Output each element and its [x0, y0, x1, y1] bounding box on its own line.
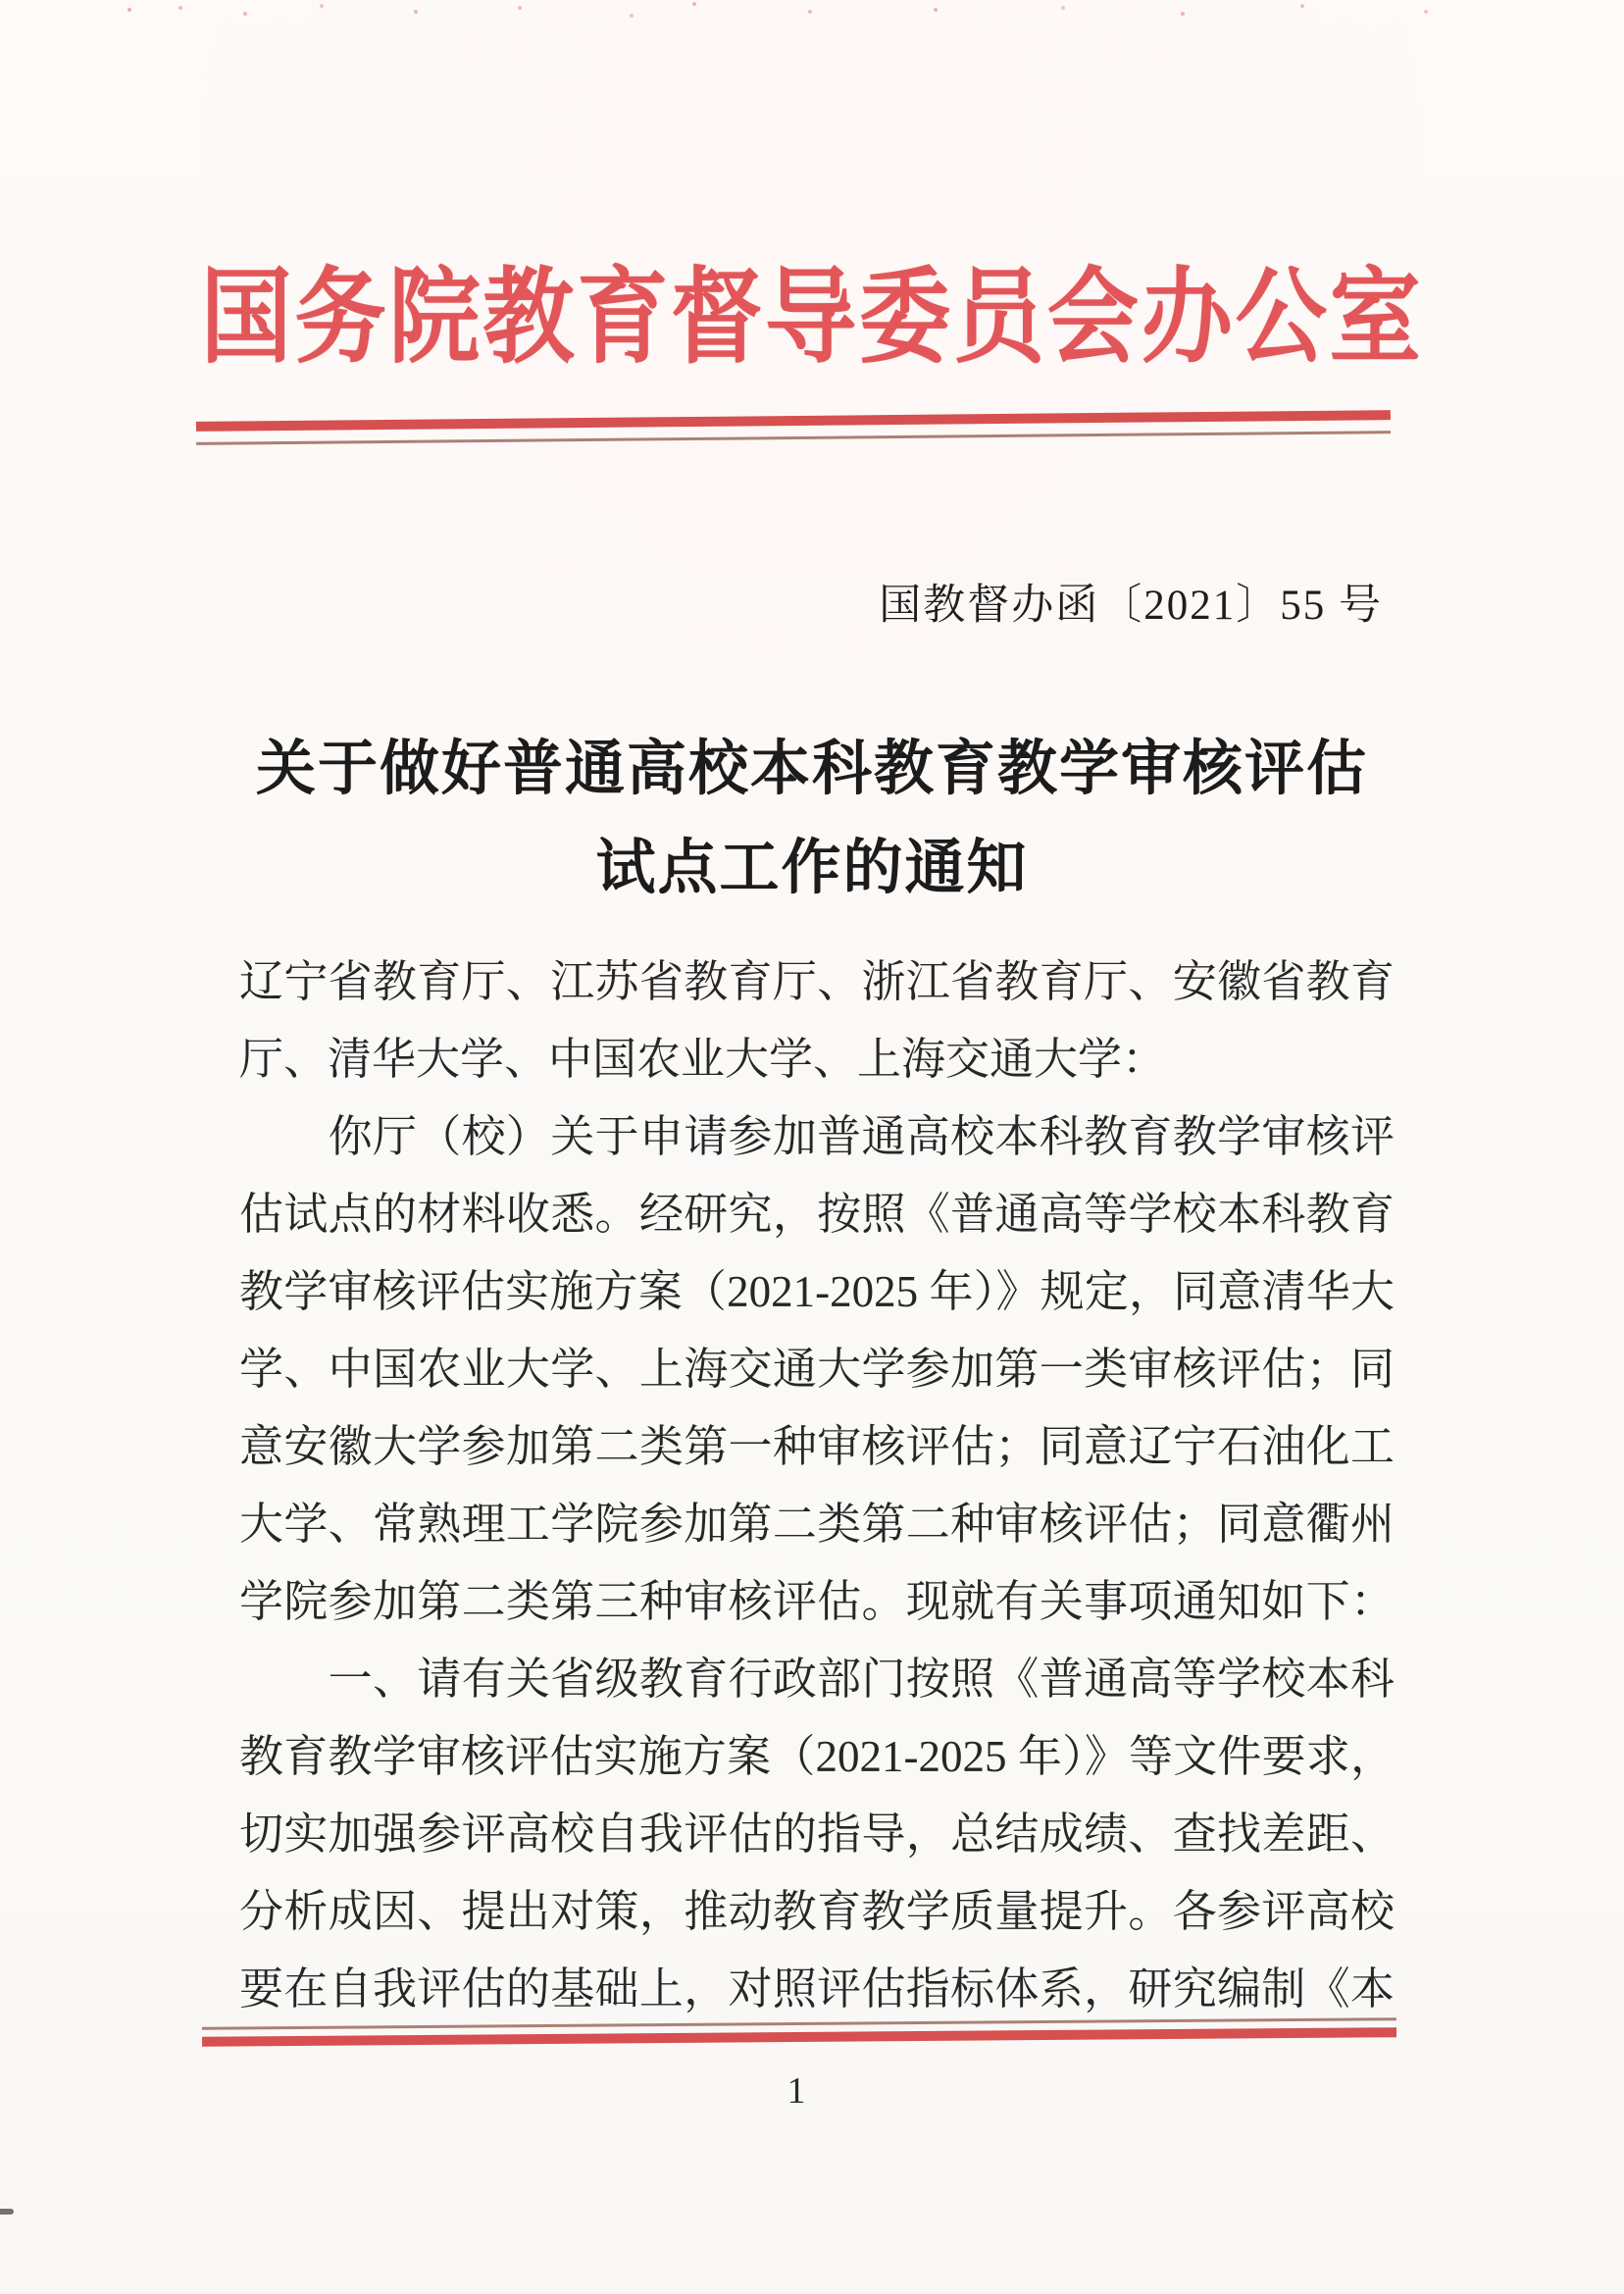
- body-line: 分析成因、提出对策，推动教育教学质量提升。各参评高校: [239, 1887, 1395, 1936]
- header-rule-thin: [196, 431, 1391, 445]
- scan-speckles: [127, 8, 131, 12]
- body-line: 教育教学审核评估实施方案（2021-2025 年）》等文件要求，: [239, 1732, 1395, 1781]
- header-org-name: 国务院教育督导委员会办公室: [200, 261, 1424, 376]
- body-line: 厅、清华大学、中国农业大学、上海交通大学：: [239, 1035, 1167, 1084]
- body-line: 教学审核评估实施方案（2021-2025 年）》规定，同意清华大: [239, 1267, 1395, 1316]
- title-line-1: 关于做好普通高校本科教育教学审核评估: [255, 737, 1368, 802]
- body-line: 大学、常熟理工学院参加第二类第二种审核评估；同意衢州: [239, 1500, 1395, 1549]
- document-title: [0, 720, 1624, 918]
- body-line: 你厅（校）关于申请参加普通高校本科教育教学审核评: [239, 1112, 1395, 1161]
- doc-number: 国教督办函〔2021〕55 号: [879, 583, 1383, 629]
- header-rule-thick: [196, 410, 1391, 432]
- body-line: 辽宁省教育厅、江苏省教育厅、浙江省教育厅、安徽省教育: [239, 957, 1395, 1006]
- body-line: 切实加强参评高校自我评估的指导，总结成绩、查找差距、: [239, 1810, 1395, 1859]
- footer-rule-thick: [202, 2027, 1396, 2047]
- body-paragraphs: [239, 943, 1395, 2028]
- body-line: 一、请有关省级教育行政部门按照《普通高等学校本科: [239, 1655, 1395, 1704]
- body-line: 要在自我评估的基础上，对照评估指标体系，研究编制《本: [239, 1964, 1395, 2014]
- body-line: 估试点的材料收悉。经研究，按照《普通高等学校本科教育: [239, 1190, 1395, 1239]
- header-double-rule: [196, 410, 1391, 445]
- title-line-2: 试点工作的通知: [595, 836, 1029, 901]
- scan-smudge: [0, 2209, 14, 2215]
- page-number: 1: [787, 2070, 806, 2112]
- body-line: 学院参加第二类第三种审核评估。现就有关事项通知如下：: [239, 1577, 1395, 1626]
- body-line: 学、中国农业大学、上海交通大学参加第一类审核评估；同: [239, 1345, 1395, 1394]
- body-line: 意安徽大学参加第二类第一种审核评估；同意辽宁石油化工: [239, 1422, 1395, 1471]
